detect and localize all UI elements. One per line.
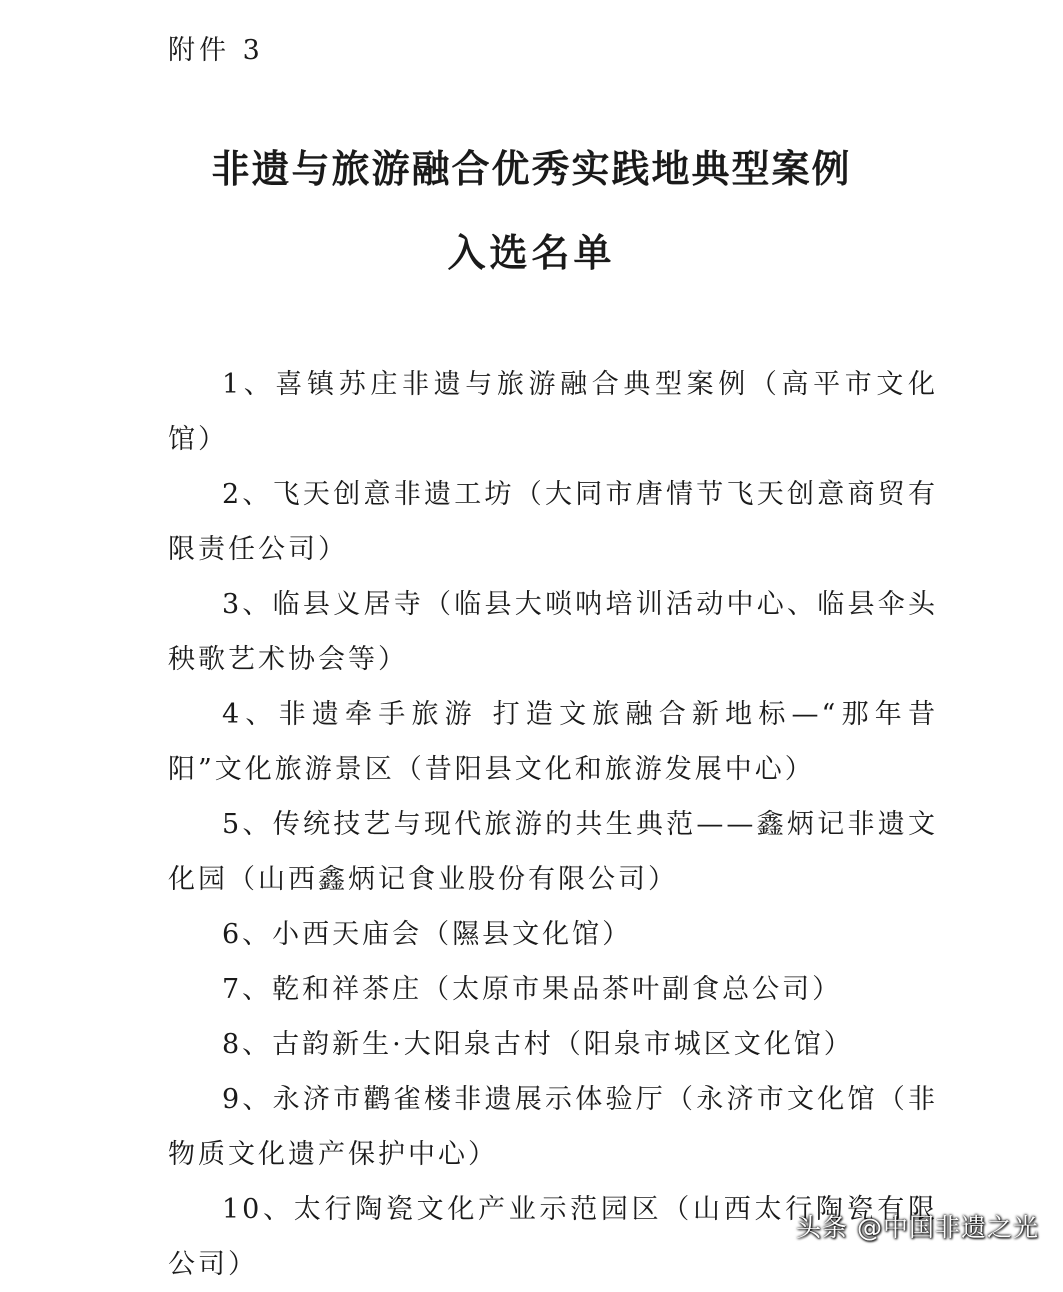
list-item: 3、临县义居寺（临县大唢呐培训活动中心、临县伞头秧歌艺术协会等）: [168, 589, 938, 675]
document-title: 非遗与旅游融合优秀实践地典型案例: [211, 147, 852, 191]
list-item: 9、永济市鹳雀楼非遗展示体验厅（永济市文化馆（非物质文化遗产保护中心）: [168, 1084, 938, 1170]
list-item: 2、飞天创意非遗工坊（大同市唐情节飞天创意商贸有限责任公司）: [168, 479, 938, 565]
case-list: [168, 357, 938, 1292]
attachment-label: 附件 3: [168, 35, 264, 66]
document-subtitle: 入选名单: [447, 231, 616, 275]
list-item: 8、古韵新生·大阳泉古村（阳泉市城区文化馆）: [222, 1029, 854, 1060]
list-item: 5、传统技艺与现代旅游的共生典范——鑫炳记非遗文化园（山西鑫炳记食业股份有限公司）: [168, 809, 938, 895]
list-item: 1、喜镇苏庄非遗与旅游融合典型案例（高平市文化馆）: [168, 369, 938, 455]
watermark: 头条 @中国非遗之光: [796, 1213, 1039, 1242]
list-item: 10、太行陶瓷文化产业示范园区（山西太行陶瓷有限公司）: [168, 1194, 938, 1280]
list-item: 7、乾和祥茶庄（太原市果品茶叶副食总公司）: [222, 974, 843, 1005]
list-item: 6、小西天庙会（隰县文化馆）: [222, 919, 633, 950]
list-item: 4、非遗牵手旅游 打造文旅融合新地标—“那年昔阳”文化旅游景区（昔阳县文化和旅游发展中心）: [168, 699, 938, 785]
